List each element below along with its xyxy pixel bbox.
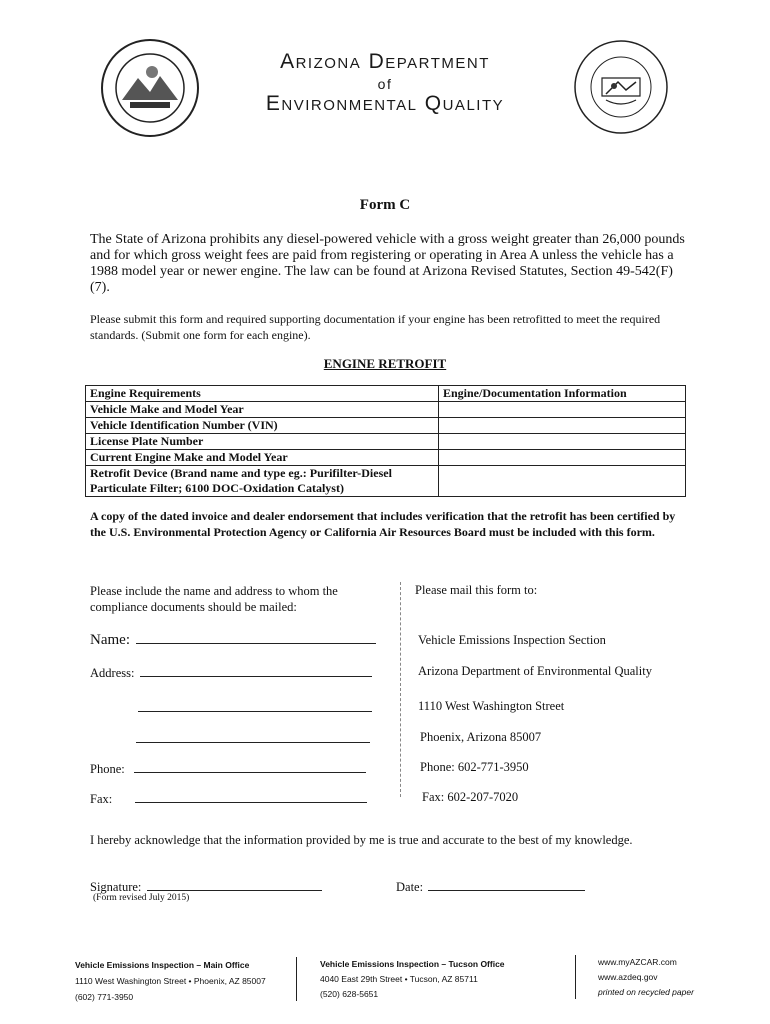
table-row bbox=[86, 450, 686, 466]
row-input[interactable] bbox=[439, 402, 686, 418]
phone-field bbox=[90, 760, 366, 777]
acknowledgement: I hereby acknowledge that the information provided by me is true and accurate to the best of my knowledge. bbox=[90, 833, 633, 847]
mail-to-line: Fax: 602-207-7020 bbox=[422, 790, 519, 804]
table-header: Engine Requirements bbox=[86, 386, 439, 402]
name-label: Name: bbox=[90, 632, 130, 648]
title-line3: Environmental Quality bbox=[265, 92, 505, 115]
website-link-azcar[interactable]: www.myAZCAR.com bbox=[598, 957, 677, 967]
row-label: Vehicle Identification Number (VIN) bbox=[86, 418, 439, 434]
form-title: Form C bbox=[359, 197, 411, 213]
fax-label: Fax: bbox=[90, 792, 113, 806]
table-header-row bbox=[86, 386, 686, 402]
row-label: Retrofit Device (Brand name and type eg.: Purifilter-Diesel Particulate Filter; 6100 DOC-Oxidation Catalyst) bbox=[86, 466, 439, 497]
mail-to-line: Arizona Department of Environmental Quality bbox=[418, 664, 652, 678]
notice-paragraph: A copy of the dated invoice and dealer endorsement that includes verification that the retrofit has been certified by the U.S. Environmental Protection Agency or California Air Resources Board must be included with this form. bbox=[90, 509, 676, 539]
date-field bbox=[396, 878, 585, 895]
row-input[interactable] bbox=[439, 434, 686, 450]
row-input[interactable] bbox=[439, 450, 686, 466]
title-line2: of bbox=[377, 76, 393, 92]
right-instruction: Please mail this form to: bbox=[415, 583, 538, 597]
name-field bbox=[90, 629, 376, 649]
phone-label: Phone: bbox=[90, 762, 125, 776]
address-field bbox=[90, 664, 372, 681]
form-revised: (Form revised July 2015) bbox=[93, 893, 190, 903]
signature-input[interactable] bbox=[147, 878, 322, 891]
main-office-address: 1110 West Washington Street • Phoenix, AZ 85007 bbox=[75, 976, 266, 986]
name-input[interactable] bbox=[136, 629, 376, 644]
title-line1: Arizona Department bbox=[280, 50, 490, 73]
footer-tucson-office bbox=[320, 957, 505, 1002]
website-link-azdeq[interactable]: www.azdeq.gov bbox=[598, 972, 658, 982]
mail-to-line: Vehicle Emissions Inspection Section bbox=[418, 633, 606, 647]
recycled-note: printed on recycled paper bbox=[598, 987, 694, 997]
table-row bbox=[86, 466, 686, 497]
mail-to-line: Phoenix, Arizona 85007 bbox=[420, 730, 542, 744]
arizona-state-seal bbox=[100, 38, 200, 138]
instructions-paragraph: Please submit this form and required supporting documentation if your engine has been retrofitted to meet the required standards. (Submit one form for each engine). bbox=[90, 312, 661, 342]
date-input[interactable] bbox=[428, 878, 585, 891]
footer-divider-1 bbox=[296, 957, 297, 1001]
column-divider bbox=[400, 582, 402, 797]
date-label: Date: bbox=[396, 880, 424, 894]
row-label: License Plate Number bbox=[86, 434, 439, 450]
tucson-office-phone: (520) 628-5651 bbox=[320, 989, 379, 999]
table-row bbox=[86, 402, 686, 418]
section-heading: ENGINE RETROFIT bbox=[323, 356, 447, 371]
address-input-3[interactable] bbox=[136, 730, 370, 743]
table-row bbox=[86, 434, 686, 450]
intro-paragraph: The State of Arizona prohibits any diesel-powered vehicle with a gross weight greater than 26,000 pounds and for which gross weight fees are paid from registering or operating in Area A unless the vehicle has a 1988 model year or newer engine. The law can be found at Arizona Revised Statutes, Section 49-542(F)(7). bbox=[90, 232, 685, 295]
signature-label: Signature: bbox=[90, 880, 142, 894]
row-input[interactable] bbox=[439, 418, 686, 434]
left-instruction: Please include the name and address to whom the compliance documents should be mailed: bbox=[90, 584, 338, 614]
mail-to-line: Phone: 602-771-3950 bbox=[420, 760, 529, 774]
tucson-office-address: 4040 East 29th Street • Tucson, AZ 85711 bbox=[320, 974, 478, 984]
row-label: Current Engine Make and Model Year bbox=[86, 450, 439, 466]
table-header: Engine/Documentation Information bbox=[439, 386, 686, 402]
footer-web bbox=[598, 955, 694, 1000]
main-office-phone: (602) 771-3950 bbox=[75, 992, 134, 1002]
row-input[interactable] bbox=[439, 466, 686, 497]
adeq-seal bbox=[572, 38, 670, 136]
footer-divider-2 bbox=[575, 955, 576, 999]
tucson-office-title: Vehicle Emissions Inspection – Tucson Office bbox=[320, 959, 505, 969]
address-input-1[interactable] bbox=[140, 664, 372, 677]
fax-input[interactable] bbox=[135, 790, 367, 803]
row-label: Vehicle Make and Model Year bbox=[86, 402, 439, 418]
main-office-title: Vehicle Emissions Inspection – Main Office bbox=[75, 960, 250, 970]
address-input-2[interactable] bbox=[138, 699, 372, 712]
table-row bbox=[86, 418, 686, 434]
phone-input[interactable] bbox=[134, 760, 366, 773]
mail-to-line: 1110 West Washington Street bbox=[418, 699, 565, 713]
fax-field bbox=[90, 790, 367, 807]
engine-retrofit-table bbox=[85, 385, 686, 497]
address-label: Address: bbox=[90, 666, 135, 680]
footer-main-office bbox=[75, 957, 266, 1005]
